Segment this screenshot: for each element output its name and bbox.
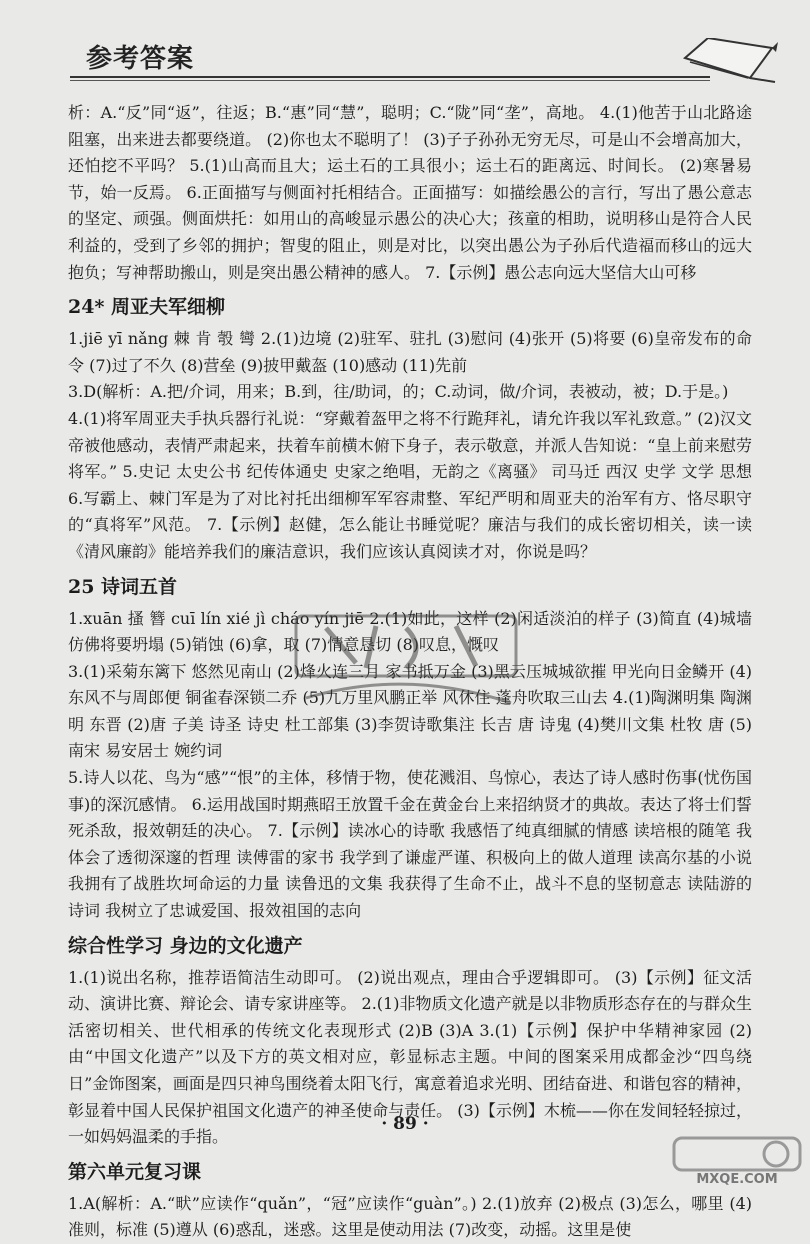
header-title: 参考答案 bbox=[86, 44, 195, 74]
section-title: 第六单元复习课 bbox=[68, 1160, 202, 1183]
paragraph: 1.xuān 搔 簪 cuī lín xié jì cháo yín jiē 2.(1)如此，这样 (2)闲适淡泊的样子 (3)简直 (4)城墙仿佛将要坍塌 (5)销蚀 (6)拿，取 (7)情意恳切 (8)叹息，慨叹 bbox=[68, 608, 752, 655]
paragraph: 1.jiē yī nǎng 棘 肯 彀 彎 2.(1)边境 (2)驻军、驻扎 (3)慰问 (4)张开 (5)将要 (6)皇帝发布的命令 (7)过了不久 (8)营垒 (9)披甲戴盔 (10)感动 (11)先前 bbox=[68, 329, 752, 375]
page-header bbox=[0, 0, 810, 95]
watermark-url: MXQE.COM bbox=[696, 1172, 778, 1187]
watermark-logo bbox=[672, 1136, 802, 1188]
watermark-stamp bbox=[286, 608, 526, 718]
paragraph: 3.(1)采菊东篱下 悠然见南山 (2)烽火连三月 家书抵万金 (3)黑云压城城欲摧 甲光向日金鳞开 (4)东风不与周郎便 铜雀春深锁二乔 (5)九万里风鹏正举 风休住 蓬舟吹取三山去 4.(1)陶渊明集 陶渊明 东晋 (2)唐 子美 诗圣 诗史 杜工部集 (3)李贺诗歌集注 长吉 唐 诗鬼 (4)樊川文集 杜牧 唐 (5)南宋 易安居士 婉约词 bbox=[68, 661, 752, 761]
paragraph: 4.(1)将军周亚夫手执兵器行礼说：“穿戴着盔甲之将不行跪拜礼，请允许我以军礼致意。” (2)汉文帝被他感动，表情严肃起来，扶着车前横木俯下身子，表示敬意，并派人告知说：“皇上前来慰劳将军。” 5.史记 太史公书 纪传体通史 史家之绝唱，无韵之《离骚》 司马迁 西汉 史学 文学 思想 6.写霸上、棘门军是为了对比衬托出细柳军军容肃整、军纪严明和周亚夫的治军有方、恪尽职守的“真将军”风范。 7.【示例】赵健，怎么能让书睡觉呢？廉洁与我们的成长密切相关，读一读《清风廉韵》能培养我们的廉洁意识，我们应该认真阅读才对，你说是吗？ bbox=[68, 408, 752, 561]
pen-icon bbox=[680, 38, 780, 88]
section-title: 24* 周亚夫军细柳 bbox=[68, 296, 225, 319]
page-number: · 89 · bbox=[381, 1114, 429, 1134]
paragraph: 5.诗人以花、鸟为“感”“恨”的主体，移情于物，使花溅泪、鸟惊心，表达了诗人感时伤事(忧伤国事)的深沉感情。 6.运用战国时期燕昭王放置千金在黄金台上来招纳贤才的典故。表达了将士们誓死杀敌，报效朝廷的决心。 7.【示例】读冰心的诗歌 我感悟了纯真细腻的情感 读培根的随笔 我体会了透彻深邃的哲理 读傅雷的家书 我学到了谦虚严谨、积极向上的做人道理 读高尔基的小说 我拥有了战胜坎坷命运的力量 读鲁迅的文集 我获得了生命不止，战斗不息的坚韧意志 读陆游的诗词 我树立了忠诚爱国、报效祖国的志向 bbox=[68, 768, 752, 921]
paragraph: 析：A.“反”同“返”，往返；B.“惠”同“慧”，聪明；C.“陇”同“垄”，高地。 4.(1)他苦于山北路途阻塞，出来进去都要绕道。 (2)你也太不聪明了！ (3)子子孙孙无穷无尽，可是山不会增高加大，还怕挖不平吗？ 5.(1)山高而且大；运土石的工具很小；运土石的距离远、时间长。 (2)寒暑易节，始一反焉。 6.正面描写与侧面衬托相结合。正面描写：如描绘愚公的言行，写出了愚公意志的坚定、顽强。侧面烘托：如用山的高峻显示愚公的决心大；孩童的相助，说明移山是符合人民利益的，受到了乡邻的拥护；智叟的阻止，则是对比，以突出愚公为子孙后代造福而移山的远大抱负；写神帮助搬山，则是突出愚公精神的感人。 7.【示例】愚公志向远大坚信大山可移 bbox=[68, 103, 752, 282]
paragraph: 1.(1)说出名称，推荐语简洁生动即可。 (2)说出观点，理由合乎逻辑即可。 (3)【示例】征文活动、演讲比赛、辩论会、请专家讲座等。 2.(1)非物质文化遗产就是以非物质形态存在的与群众生活密切相关、世代相承的传统文化表现形式 (2)B (3)A 3.(1)【示例】保护中华精神家园 (2)由“中国文化遗产”以及下方的英文相对应，彰显标志主题。中间的图案采用成都金沙“四鸟绕日”金饰图案，画面是四只神鸟围绕着太阳飞行，寓意着追求光明、团结奋进、和谐包容的精神，彰显着中国人民保护祖国文化遗产的神圣使命与责任。 (3)【示例】木梳——你在发间轻轻掠过，一如妈妈温柔的手指。 bbox=[68, 967, 752, 1147]
section-title: 25 诗词五首 bbox=[68, 575, 178, 598]
logo-icon bbox=[672, 1136, 802, 1172]
paragraph: 3.D(解析：A.把/介词，用来；B.到，往/助词，的；C.动词，做/介词，表被动，被；D.于是。) bbox=[68, 382, 729, 402]
section-title: 综合性学习 身边的文化遗产 bbox=[68, 934, 303, 957]
paragraph: 1.A(解析：A.“畎”应读作“quǎn”，“冠”应读作“guàn”。) 2.(1)放弃 (2)极点 (3)怎么，哪里 (4)准则，标准 (5)遵从 (6)惑乱，迷惑。这里是使动用法 (7)改变，动摇。这里是使 bbox=[68, 1193, 752, 1240]
header-rule bbox=[70, 76, 710, 78]
header-rule-thin bbox=[70, 80, 710, 81]
